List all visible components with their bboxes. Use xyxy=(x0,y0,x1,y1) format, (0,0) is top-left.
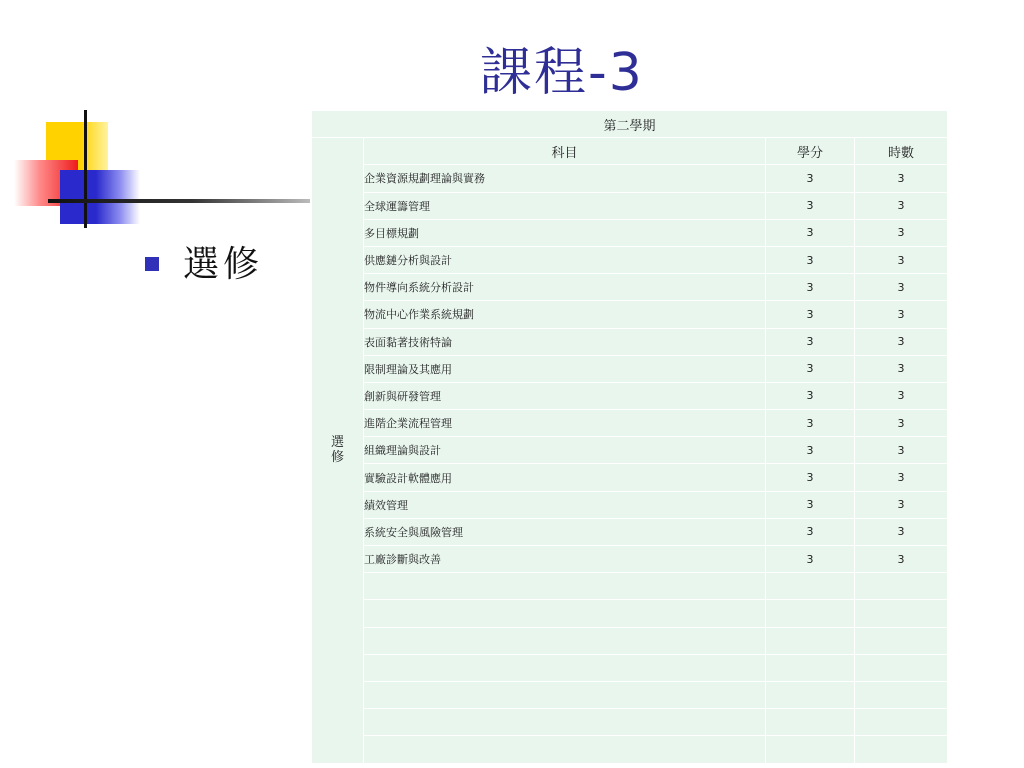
subject-cell xyxy=(364,573,766,600)
hours-cell: 3 xyxy=(855,192,948,219)
hours-header: 時數 xyxy=(855,138,948,165)
credits-cell: 3 xyxy=(766,491,855,518)
horizontal-line-shape xyxy=(48,199,310,203)
table-row xyxy=(312,491,948,518)
subject-cell: 限制理論及其應用 xyxy=(364,355,766,382)
table-row xyxy=(312,437,948,464)
table-row xyxy=(312,736,948,763)
credits-cell: 3 xyxy=(766,410,855,437)
credits-cell xyxy=(766,709,855,736)
hours-cell xyxy=(855,627,948,654)
table-row xyxy=(312,627,948,654)
credits-cell xyxy=(766,654,855,681)
subject-cell xyxy=(364,654,766,681)
credits-cell: 3 xyxy=(766,355,855,382)
subject-cell xyxy=(364,627,766,654)
credits-cell xyxy=(766,573,855,600)
hours-cell: 3 xyxy=(855,410,948,437)
subject-cell: 供應鏈分析與設計 xyxy=(364,246,766,273)
hours-cell: 3 xyxy=(855,491,948,518)
table-row xyxy=(312,546,948,573)
decorative-logo xyxy=(0,0,320,240)
table-row xyxy=(312,681,948,708)
credits-cell xyxy=(766,627,855,654)
table-row xyxy=(312,464,948,491)
credits-cell: 3 xyxy=(766,464,855,491)
table-row xyxy=(312,219,948,246)
hours-cell: 3 xyxy=(855,165,948,192)
hours-cell xyxy=(855,573,948,600)
table-row xyxy=(312,709,948,736)
hours-cell: 3 xyxy=(855,464,948,491)
credits-cell: 3 xyxy=(766,165,855,192)
category-label: 選修 xyxy=(330,435,344,466)
table-row xyxy=(312,410,948,437)
subject-cell: 系統安全與風險管理 xyxy=(364,518,766,545)
subject-cell: 物流中心作業系統規劃 xyxy=(364,301,766,328)
table-row xyxy=(312,600,948,627)
table-row xyxy=(312,573,948,600)
hours-cell: 3 xyxy=(855,274,948,301)
credits-header: 學分 xyxy=(766,138,855,165)
table-row xyxy=(312,274,948,301)
semester-header: 第二學期 xyxy=(312,111,948,138)
credits-cell xyxy=(766,681,855,708)
subject-cell xyxy=(364,600,766,627)
subject-cell xyxy=(364,709,766,736)
credits-cell: 3 xyxy=(766,382,855,409)
subject-cell: 創新與研發管理 xyxy=(364,382,766,409)
slide-title-suffix: -3 xyxy=(588,43,644,103)
table-row xyxy=(312,301,948,328)
hours-cell: 3 xyxy=(855,246,948,273)
subject-cell: 物件導向系統分析設計 xyxy=(364,274,766,301)
table-row xyxy=(312,382,948,409)
subject-cell: 組織理論與設計 xyxy=(364,437,766,464)
semester-row xyxy=(312,111,948,138)
table-row xyxy=(312,355,948,382)
table-row xyxy=(312,518,948,545)
slide-title-main: 課程 xyxy=(480,43,589,103)
vertical-line-shape xyxy=(84,110,87,228)
credits-cell: 3 xyxy=(766,301,855,328)
credits-cell: 3 xyxy=(766,546,855,573)
credits-cell xyxy=(766,600,855,627)
hours-cell: 3 xyxy=(855,328,948,355)
bullet-item xyxy=(145,236,263,287)
subject-cell: 企業資源規劃理論與實務 xyxy=(364,165,766,192)
hours-cell: 3 xyxy=(855,437,948,464)
hours-cell xyxy=(855,600,948,627)
table-row xyxy=(312,165,948,192)
table-row xyxy=(312,192,948,219)
table-row xyxy=(312,246,948,273)
table-row xyxy=(312,328,948,355)
bullet-text: 選修 xyxy=(183,244,264,285)
credits-cell: 3 xyxy=(766,246,855,273)
hours-cell: 3 xyxy=(855,382,948,409)
hours-cell: 3 xyxy=(855,355,948,382)
table-row xyxy=(312,654,948,681)
subject-cell xyxy=(364,681,766,708)
course-table xyxy=(311,110,948,764)
hours-cell xyxy=(855,681,948,708)
credits-cell: 3 xyxy=(766,192,855,219)
credits-cell xyxy=(766,736,855,763)
hours-cell: 3 xyxy=(855,518,948,545)
credits-cell: 3 xyxy=(766,437,855,464)
subject-cell: 工廠診斷與改善 xyxy=(364,546,766,573)
credits-cell: 3 xyxy=(766,274,855,301)
hours-cell: 3 xyxy=(855,301,948,328)
hours-cell: 3 xyxy=(855,219,948,246)
category-cell xyxy=(312,138,364,763)
column-header-row xyxy=(312,138,948,165)
blue-square-shape xyxy=(60,170,140,224)
subject-cell: 多目標規劃 xyxy=(364,219,766,246)
subject-cell: 績效管理 xyxy=(364,491,766,518)
credits-cell: 3 xyxy=(766,328,855,355)
credits-cell: 3 xyxy=(766,518,855,545)
subject-cell: 實驗設計軟體應用 xyxy=(364,464,766,491)
subject-cell: 表面黏著技術特論 xyxy=(364,328,766,355)
subject-cell xyxy=(364,736,766,763)
hours-cell: 3 xyxy=(855,546,948,573)
subject-cell: 進階企業流程管理 xyxy=(364,410,766,437)
square-bullet-icon xyxy=(145,257,159,271)
subject-header: 科目 xyxy=(364,138,766,165)
slide-title xyxy=(480,30,644,105)
credits-cell: 3 xyxy=(766,219,855,246)
hours-cell xyxy=(855,654,948,681)
hours-cell xyxy=(855,736,948,763)
subject-cell: 全球運籌管理 xyxy=(364,192,766,219)
hours-cell xyxy=(855,709,948,736)
